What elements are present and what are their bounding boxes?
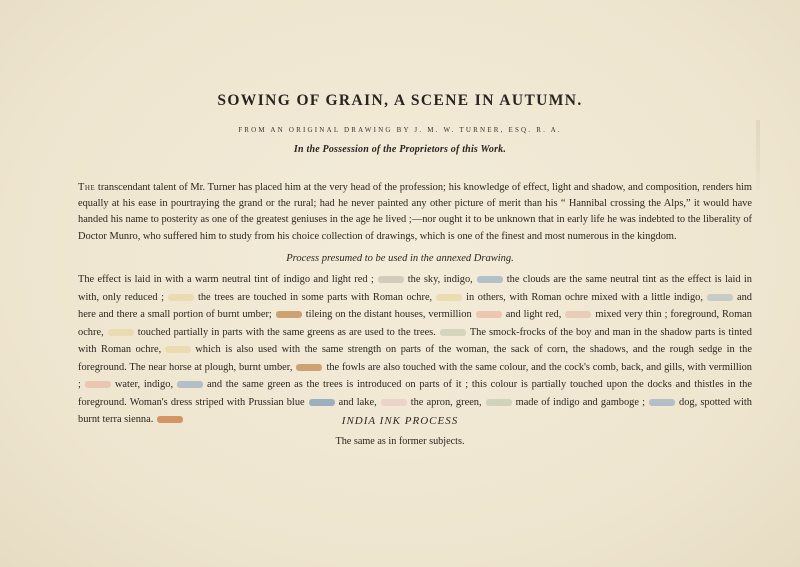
process-segment: The smock-frocks of the boy and man in the shadow parts is tinted with Roman ochre, xyxy=(78,326,752,355)
color-swatch-prussian-blue xyxy=(309,399,335,406)
process-segment: and light red, xyxy=(505,309,562,320)
process-segment: the trees are touched in some parts with Roman ochre, xyxy=(197,291,433,303)
color-swatch-roman-ochre xyxy=(168,294,194,301)
intro-text: transcendant talent of Mr. Turner has placed him at the very head of the profession; his knowledge of effect, light and shadow, and composition, renders him equally at his ease in pourtraying the grand or the rural; had he never painted any other picture of merit than his “ Hannibal crossing the Alps,” it would have handed his name to posterity as one of the greatest geniuses in the age he lived ;—nor ought it to be unknown that in early life he was indebted to the liberality of Doctor Munro, who suffered him to study from his choice collection of drawings, which is one of the finest and most numerous in the kingdom. xyxy=(78,182,752,242)
process-segment: the sky, indigo, xyxy=(407,274,473,285)
process-segment: and lake, xyxy=(338,396,377,408)
color-swatch-light-red xyxy=(565,311,591,318)
process-segment: which is also used with the same strength on parts of the woman, the sack of corn, the shadows, and the rough sedge in the foreground. The near horse at plough, burnt umber, xyxy=(78,344,752,373)
color-swatch-roman-ochre xyxy=(436,294,462,301)
color-swatch-neutral-tint xyxy=(378,276,404,283)
possession-note: In the Possession of the Proprietors of this Work. xyxy=(293,144,507,155)
process-segment: made of indigo and gamboge ; xyxy=(515,396,646,408)
color-swatch-lake xyxy=(381,399,407,406)
color-swatch-indigo xyxy=(649,399,675,406)
process-paragraph xyxy=(78,271,752,429)
color-swatch-indigo xyxy=(177,381,203,388)
color-swatch-burnt-umber xyxy=(276,311,302,318)
process-segment: and the same green as the trees is introduced on parts of it ; this colour is partially touched upon the docks and thistles in the foreground. Woman's dress striped with Prussian blue xyxy=(78,379,752,408)
color-swatch-gamboge-green xyxy=(486,399,512,406)
process-segment: tileing on the distant houses, vermillion xyxy=(305,309,472,320)
process-segment: touched partially in parts with the same greens as are used to the trees. xyxy=(137,326,436,338)
color-swatch-vermillion xyxy=(85,381,111,388)
color-swatch-indigo xyxy=(477,276,503,283)
color-swatch-roman-ochre xyxy=(165,346,191,353)
india-ink-text: The same as in former subjects. xyxy=(335,436,465,447)
process-segment: and here and there a small portion of burnt umber; xyxy=(78,291,752,320)
process-segment: dog, spotted with burnt terra sienna. xyxy=(78,396,752,425)
intro-first-word: The xyxy=(78,182,96,193)
color-swatch-burnt-umber xyxy=(296,364,322,371)
color-swatch-green xyxy=(440,329,466,336)
process-heading: Process presumed to be used in the annexed Drawing. xyxy=(286,253,514,264)
process-segment: The effect is laid in with a warm neutral tint of indigo and light red ; xyxy=(78,274,374,285)
process-segment: the apron, green, xyxy=(410,396,482,408)
color-swatch-ochre-indigo xyxy=(707,294,733,301)
page-title: SOWING OF GRAIN, A SCENE IN AUTUMN. xyxy=(217,92,583,109)
process-segment: water, indigo, xyxy=(114,379,174,390)
process-segment: in others, with Roman ochre mixed with a little indigo, xyxy=(466,291,703,303)
attribution-subtitle: FROM AN ORIGINAL DRAWING BY J. M. W. TURNER, ESQ. R. A. xyxy=(238,126,562,134)
process-segment: the fowls are also touched with the same colour, and the cock's comb, back, and gills, with vermillion ; xyxy=(78,361,752,390)
color-swatch-roman-ochre xyxy=(108,329,134,336)
intro-paragraph xyxy=(78,180,752,245)
process-segment: the clouds are the same neutral tint as the effect is laid in with, only reduced ; xyxy=(78,274,752,303)
india-ink-heading: INDIA INK PROCESS xyxy=(341,415,459,427)
process-segment: mixed very thin ; foreground, Roman ochre, xyxy=(78,309,752,338)
color-swatch-vermillion xyxy=(476,311,502,318)
